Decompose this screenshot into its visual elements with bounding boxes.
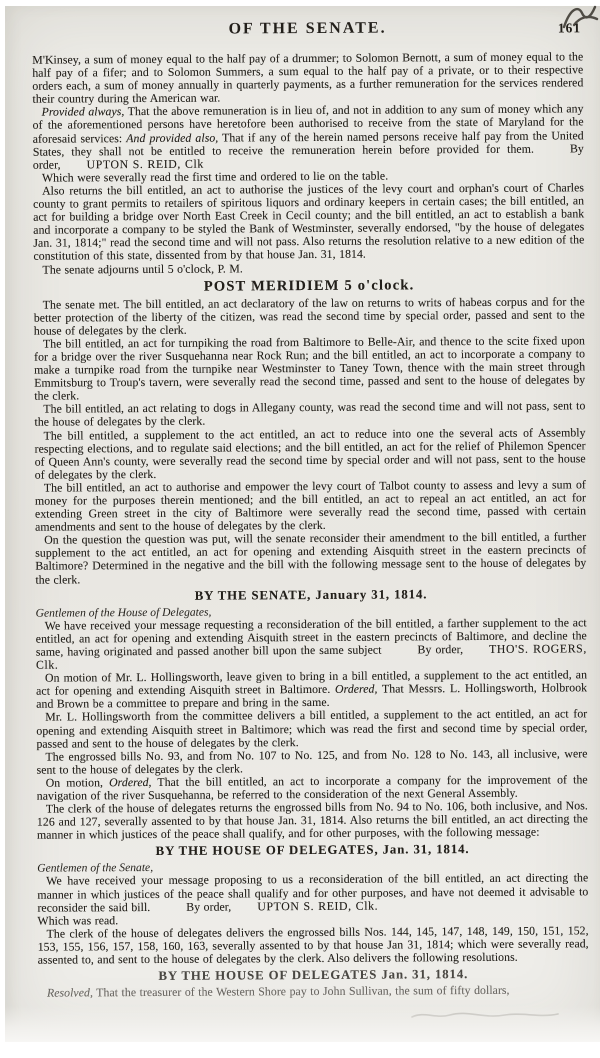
para-question-aisquith: On the question the question was put, will the senate reconsider their amendment to the bill entitled, a further supplement to the act entitled, an act for opening and extending Aisquith street in the eastern precincts of Baltimore? Determined in the negative and the bill with the following message sent to the house of delegates by the clerk. bbox=[35, 529, 587, 587]
italic-ordered: Ordered, bbox=[334, 681, 378, 697]
page-header bbox=[32, 18, 583, 47]
para-provided-always bbox=[33, 103, 584, 172]
clerk-signature: THO'S. ROGERS, Clk. bbox=[35, 641, 587, 672]
italic-ordered: Ordered, bbox=[109, 774, 152, 790]
para-senate-adjourns: The senate adjourns until 5 o'clock, P. M. bbox=[42, 260, 243, 277]
section-heading-by-house-delegates-2: BY THE HOUSE OF DELEGATES Jan. 31, 1814. bbox=[158, 967, 469, 984]
italic-lead: Provided always, bbox=[41, 104, 125, 120]
para-clerk-returns-engrossed: The clerk of the house of delegates returns the engrossed bills from No. 94 to No. 106, both inclusive, and Nos. 126 and 127, severally assented to by that house Jan. 31, 1814. Also returns the bill entitled, an act directing the manner in which justices of the peace shall qualify, and for other purposes, with the following message: bbox=[36, 798, 588, 842]
section-heading-by-house-delegates-1: BY THE HOUSE OF DELEGATES, Jan. 31, 1814. bbox=[155, 842, 470, 859]
para-reconsideration-message bbox=[36, 616, 587, 672]
clerk-signature: UPTON S. REID, Clk bbox=[86, 156, 204, 172]
paragraph-text: That the above remuneration is in lieu of, and not in addition to any sum of money which any of the aforementioned persons have heretofore been authorised to receive from the state of Maryland for the aforesaid services: bbox=[32, 101, 584, 146]
italic-lead: And provided also, bbox=[126, 130, 219, 145]
section-heading-by-the-senate: BY THE SENATE, January 31, 1814. bbox=[194, 586, 428, 603]
para-senate-met-habeas: The senate met. The bill entitled, an act declaratory of the law on returns to writs of habeas corpus and for the better protection of the liberty of the citizen, was read the second time by special order, passed and sent to the house of delegates by the clerk. bbox=[33, 293, 585, 338]
para-engrossed-bills-93: The engrossed bills No. 93, and from No. 107 to No. 125, and from No. 128 to No. 143, all inclusive, were sent to the house of delegates by the clerk. bbox=[36, 746, 588, 777]
by-order-label: By order, bbox=[186, 899, 232, 914]
paragraph-text: That if any of the herein named persons receive half pay from the United States, they shall not be entitled to receive the remuneration herein before provided for them. bbox=[32, 127, 584, 159]
text-column bbox=[32, 18, 589, 1000]
para-elections-supplement: The bill entitled, a supplement to the act entitled, an act to reduce into one the several acts of Assembly respecting elections, and to regulate said elections; and the bill entitled, an act for the relief of Philemon Spencer of Queen Ann's county, were severally read the second time by special order and will not pass, sent to the house of delegates by the clerk. bbox=[34, 424, 586, 482]
paper-surface bbox=[5, 6, 600, 1042]
italic-resolved: Resolved, bbox=[46, 985, 93, 1000]
paragraph-text: That the treasurer of the Western Shore pay to John Sullivan, the sum of fifty dollars, bbox=[92, 982, 510, 1000]
para-committee-delivers-bill: Mr. L. Hollingsworth from the committee delivers a bill entitled, a supplement to the act entitled, an act for opening and extending Aisquith street in Baltimore; which was read the first and second time by special order, passed and sent to the house of delegates by the clerk. bbox=[36, 706, 588, 751]
paragraph-text: We have received your message requesting a reconsideration of the bill entitled, a farther supplement to the act entitled, an act for opening and extending Aisquith street in the eastern precincts of Baltimore, and decline the same, having originated and passed another bill upon the same subject bbox=[35, 615, 587, 659]
para-talbot-levy-court: The bill entitled, an act to authorise and empower the levy court of Talbot county to assess and levy a sum of money for the purposes therein mentioned; and the bill entitled, an act to repeal an act entitled, an act for extending Green street in the city of Baltimore were severally read the second time, passed with certain amendments and sent to the house of delegates by the clerk. bbox=[34, 477, 587, 534]
para-dogs-allegany: The bill entitled, an act relating to dogs in Allegany county, was read the second time and will not pass, sent to the house of delegates by the clerk. bbox=[34, 398, 586, 430]
para-also-returns-bills: Also returns the bill entitled, an act to authorise the justices of the levy court and orphan's court of Charles county to grant permits to retailers of spiritous liquors and ordinary keepers in certain cases; the bill entitled, an act for building a bridge over North East Creek in Cecil county; and the bill entitled, an act to establish a bank and incorporate a company to be styled the Bank of Westminster, severally endorsed, "by the house of delegates Jan. 31, 1814;" read the second time and will not pass. Also returns the resolution relative to a new edition of the constitution of this state, dissented from by that house Jan. 31, 1814. bbox=[33, 180, 585, 264]
para-mkinsey-remuneration: M'Kinsey, a sum of money equal to the half pay of a drummer; to Solomon Bernott, a sum of money equal to the half pay of a fifer; and to Solomon Summers, a sum equal to the half pay of a private, or to their respective orders each, a sum of money annually in quarterly payments, as a further remuneration for the services rendered their country during the American war. bbox=[32, 49, 584, 106]
page-number: 161 bbox=[557, 20, 582, 36]
section-heading-post-meridiem: POST MERIDIEM 5 o'clock. bbox=[203, 276, 415, 295]
by-order-label: By order, bbox=[417, 642, 464, 657]
para-which-was-read: Which was read. bbox=[37, 912, 119, 928]
salutation-house-of-delegates: Gentlemen of the House of Delegates, bbox=[35, 605, 212, 620]
para-resolved-western-shore bbox=[38, 983, 589, 999]
clerk-signature: UPTON S. REID, Clk. bbox=[257, 898, 379, 913]
para-read-first-time: Which were severally read the first time and ordered to lie on the table. bbox=[41, 168, 389, 185]
by-order-label: By order, bbox=[32, 140, 584, 172]
salutation-senate: Gentlemen of the Senate, bbox=[37, 861, 154, 876]
para-motion-hollingsworth bbox=[36, 668, 587, 711]
running-head-title: OF THE SENATE. bbox=[228, 19, 387, 38]
faded-signature-artifact bbox=[410, 1008, 560, 1022]
para-clerk-delivers-engrossed: The clerk of the house of delegates delivers the engrossed bills Nos. 144, 145, 147, 148, 149, 150, 151, 152, 153, 155, 156, 157, 158, 160, 163, severally assented to by that house Jan 31, 1814; which were severally read, assented to, and sent to the house of delegates by the clerk. Also delivers the following resolutions. bbox=[37, 923, 589, 967]
paragraph-text: That Messrs. L. Hollingsworth, Holbrook and Brown be a committee to prepare and bring in the same. bbox=[36, 680, 588, 711]
paragraph-text: We have received your message proposing to us a reconsideration of the bill entitled, an act directing the manner in which justices of the peace shall qualify and for other purposes, and have not deemed it advisable to reconsider the said bill. bbox=[37, 870, 589, 915]
para-proposing-reconsideration bbox=[37, 872, 588, 915]
para-turnpiking-road: The bill entitled, an act for turnpiking the road from Baltimore to Belle-Air, and thence to the scite fixed upon for a bridge over the river Susquehanna near Rock Run; and the bill entitled, an act to incorporate a company to make a turnpike road from the turnpike near Westminster to Taney Town, thence with the main street through Emmitsburg to Troup's tavern, were severally read the second time, passed and sent to the house of delegates by the clerk. bbox=[34, 333, 586, 403]
paragraph-text: On motion, bbox=[45, 775, 110, 790]
paragraph-text: On motion of Mr. L. Hollingsworth, leave given to bring in a bill entitled, a supplement to the act entitled, an act for opening and extending Aisquith street in Baltimore. bbox=[36, 667, 588, 698]
paragraph-text: That the bill entitled, an act to incorporate a company for the improvement of the navigation of the river Susquehanna, be referred to the consideration of the next General Assembly. bbox=[36, 772, 588, 803]
